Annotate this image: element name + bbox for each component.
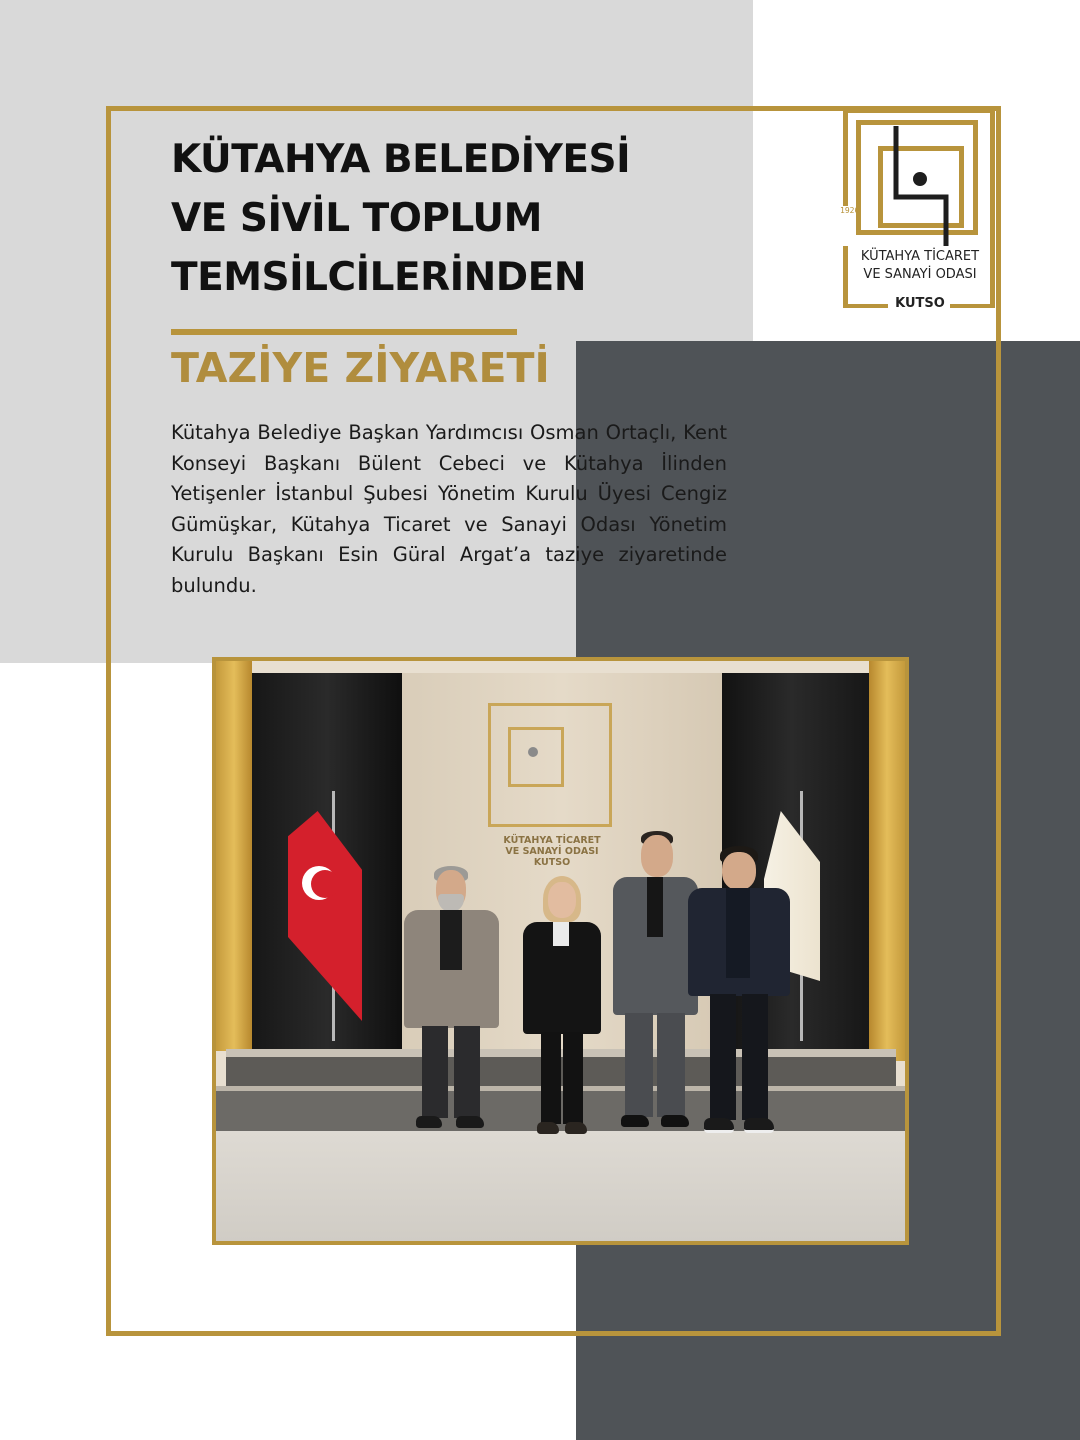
wall-logo-sign <box>488 703 616 868</box>
person-1 <box>404 866 499 1131</box>
wall-sign-text <box>488 835 616 868</box>
headline-line-3: TEMSİLCİLERİNDEN <box>171 255 586 300</box>
logo-text-line-1: KÜTAHYA TİCARET <box>860 249 980 264</box>
headline <box>171 130 731 307</box>
kutso-maze-logo-icon <box>838 106 996 246</box>
floor <box>216 1131 905 1245</box>
person-4 <box>688 846 790 1131</box>
headline-line-2: VE SİVİL TOPLUM <box>171 196 542 241</box>
subtitle: TAZİYE ZİYARETİ <box>171 344 550 392</box>
headline-line-1: KÜTAHYA BELEDİYESİ <box>171 137 631 182</box>
wall-logo-inner-square <box>508 727 564 787</box>
logo-text-line-2: VE SANAYİ ODASI <box>863 267 977 282</box>
body-paragraph: Kütahya Belediye Başkan Yardımcısı Osman Ortaçlı, Kent Konseyi Başkanı Bülent Cebeci ve Kütahya İlinden Yetişenler İstanbul Şubesi Yönetim Kurulu Üyesi Cengiz Gümüşkar, Kütahya Ticaret ve Sanayi Odası Yönetim Kurulu Başkanı Esin Güral Argat’a taziye ziyaretinde bulundu. <box>171 421 727 597</box>
logo-year: 1926 <box>840 206 860 215</box>
wall-sign-line-3: KUTSO <box>533 857 571 868</box>
wall-sign-line-2: VE SANAYİ ODASI <box>505 846 599 857</box>
crescent-icon <box>302 866 336 900</box>
group-photo <box>212 657 909 1245</box>
gold-divider <box>171 329 517 335</box>
gold-wall-panel-left <box>216 661 252 1051</box>
gold-wall-panel-right <box>869 661 905 1061</box>
wall-sign-line-1: KÜTAHYA TİCARET <box>503 835 601 846</box>
person-3 <box>613 831 698 1131</box>
logo-abbreviation: KUTSO <box>895 296 945 311</box>
person-2 <box>521 876 601 1136</box>
wall-logo-dot <box>528 747 538 757</box>
kutso-logo <box>838 106 996 316</box>
